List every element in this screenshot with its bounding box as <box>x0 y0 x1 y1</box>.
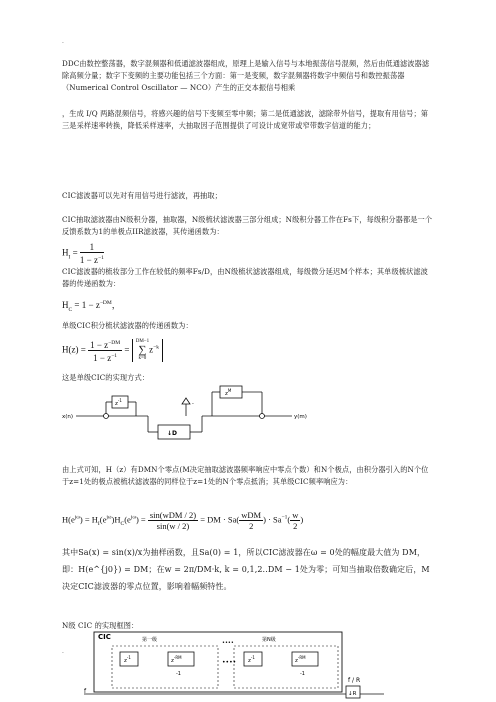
paragraph-cic-filter: CIC滤波器可以先对有用信号进行滤波，再抽取； <box>62 191 222 200</box>
paragraph-comb-section: CIC滤波器的梳妆部分工作在较低的频率Fs/D，由N级梳状滤波器组成，每级微分延迟M个样本；其单级梳状滤波器的传递函数为： <box>62 267 428 288</box>
fig1-adder2 <box>260 414 265 419</box>
paragraph-ddc-functions: ，生成 I/Q 两路混频信号，将感兴趣的信号下变频至零中频；第二是低通滤波，滤除带外信号，提取有用信号；第三是采样速率转换，降低采样速率，大抽取因子范围提供了可设计成宽带或窄带数字信道的能力； <box>62 109 429 130</box>
paragraph-zeros-poles: 由上式可知，H（z）有DMN个零点(M决定抽取滤波器频率响应中零点个数）和N个极点，由积分器引入的N个位于z=1处的极点被梳状滤波器的同样位于z=1处的N个零点抵消；其单级CIC频率响应为： <box>62 465 429 486</box>
equation-comb: $H_C = 1 - z^{-DM}$， <box>62 300 121 313</box>
fig2-combN-label: $z^{-RM}$ <box>295 655 306 664</box>
fig1-decimator-label: ↓D <box>167 430 178 437</box>
fig2-input-label: f <box>84 688 87 695</box>
fig2-decimator-label: ↓R <box>348 691 357 697</box>
fig2-comb1-minus: -1 <box>176 671 181 677</box>
page-mark-top: · <box>62 40 64 47</box>
paragraph-n-stage: N级 CIC 的实现框图： <box>62 621 139 630</box>
paragraph-implementation: 这是单级CIC的实现方式： <box>62 373 150 382</box>
fig1-input-label: x(n) <box>62 414 74 420</box>
fig2-combN-minus: -1 <box>300 671 305 677</box>
n-stage-cic-diagram <box>84 630 384 702</box>
fig2-dots-mid: •••• <box>222 659 237 666</box>
fig2-comb1-label: $z^{-RM}$ <box>171 655 182 664</box>
fig2-integrator1-label: $z^{-1}$ <box>124 655 131 664</box>
fig2-integratorN-label: $z^{-1}$ <box>248 655 255 664</box>
paragraph-sa-function: 其中Sa(x) = sin(x)/x为抽样函数，且Sa(0) = 1，所以CIC滤波器在ω = 0处的幅度最大值为 DM，即：H(e^{j0}) = DM；在w = 2π/DM·k, k = 0,1,2..DM − 1处为零；可知当抽取倍数确定后，M决定CIC滤波器的零点位置，影响着幅频特性。 <box>62 548 430 591</box>
fig1-comb-delay-label: $z^M$ <box>225 388 232 397</box>
equation-frequency-response: $H(e^{j\omega}) = H_I(e^{j\omega})H_C(e^{j\omega})$ = $\frac{\text{sin(wDM / 2)}}{\sin(w / 2)}$ = DM · Sa( $\frac{\text{wDM}}{2}$ ) · $Sa^{-1}$( $\frac{w}{2}$ ) <box>62 510 304 531</box>
page-mark-bottom: · <box>62 650 64 657</box>
fig2-dots-top: •••• <box>222 640 234 646</box>
paragraph-ddc-intro: DDC由数控整荡器，数字混频器和低通滤波器组成，原理上是输入信号与本地振荡信号混频，然后由低通滤波器滤除高频分量；数字下变频的主要功能包括三个方面：第一是变频，数字混频器将数字中频信号和数控振荡器（Numerical Control Oscillator — NCO）产生的正交本振信号相乘 <box>62 59 430 92</box>
fig1-output-label: y(m) <box>294 414 307 420</box>
paragraph-single-stage: 单级CIC积分梳状滤波器的传递函数为： <box>62 321 193 330</box>
fig1-gain-triangle <box>182 398 190 404</box>
equation-integrator: $H_I$ = $\frac{1}{1 - z^{-1}}$ <box>62 242 104 265</box>
fig1-minus-label: - <box>192 401 194 407</box>
fig2-stageN-label: 第N级 <box>262 637 276 643</box>
fig1-adder1 <box>104 414 109 419</box>
single-stage-cic-diagram <box>62 384 322 448</box>
equation-cic-transfer: H(z) = $\frac{1 - z^{-DM}}{1 - z^{-1}}$ = DM−1 ∑ k=0 $z^{-k}$ <box>62 338 163 363</box>
fig1-delay-label: $z^{-1}$ <box>115 398 122 407</box>
fig2-output-label: f / R <box>348 677 361 684</box>
fig2-stage1-label: 第一级 <box>142 637 158 643</box>
paragraph-cic-structure: CIC抽取滤波器由N级积分器，抽取器，N级梳状滤波器三部分组成；N级积分器工作在Fs下，每级积分器都是一个反馈系数为1的单极点IIR滤波器，其传递函数为： <box>62 215 433 236</box>
fig2-title: CIC <box>98 633 111 641</box>
